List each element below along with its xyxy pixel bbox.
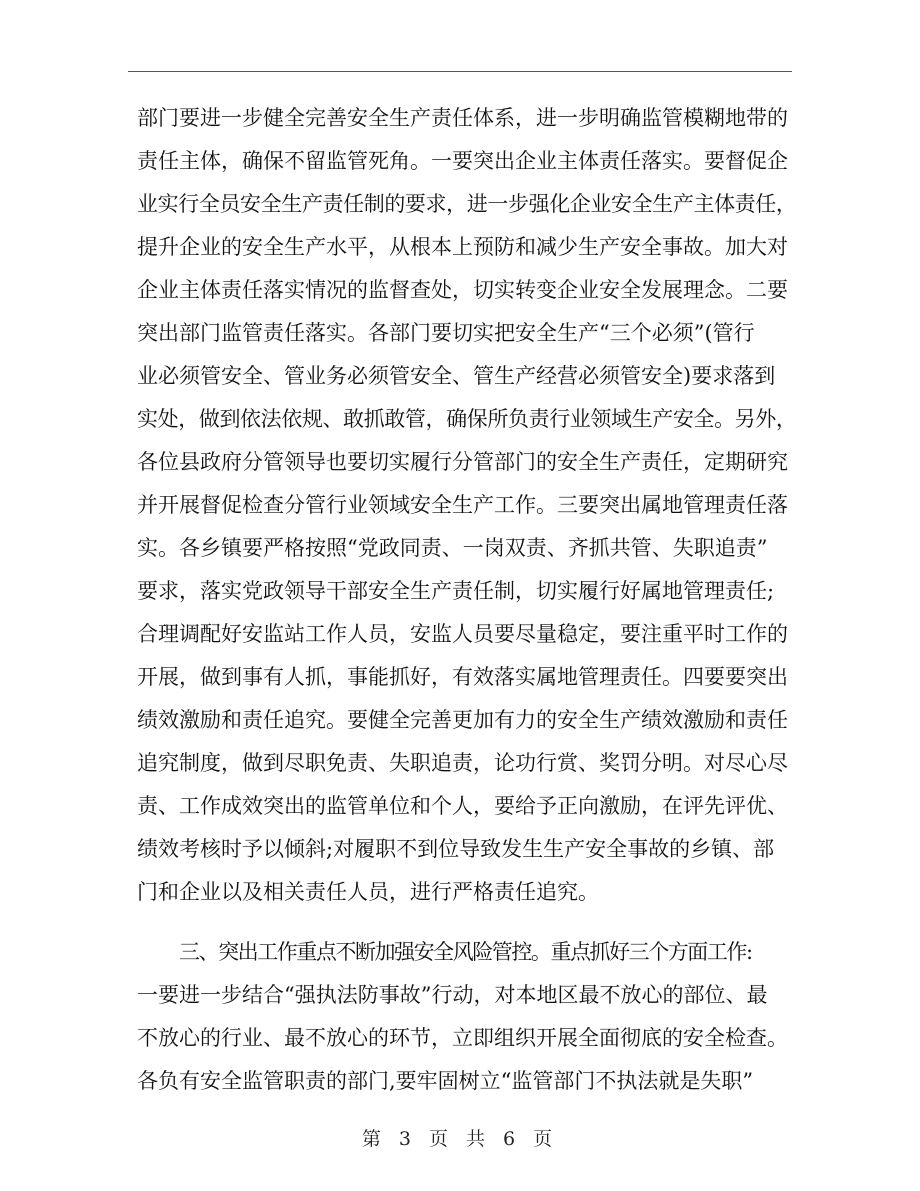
header-rule — [128, 71, 792, 72]
text-line: 要求，落实党政领导干部安全生产责任制，切实履行好属地管理责任; — [137, 579, 775, 603]
text-line: 并开展督促检查分管行业领域安全生产工作。三要突出属地管理责任落 — [137, 493, 788, 517]
text-line: 追究制度，做到尽职免责、失职追责，论功行赏、奖罚分明。对尽心尽 — [137, 751, 788, 775]
text-line: 绩效考核时予以倾斜;对履职不到位导致发生生产安全事故的乡镇、部 — [137, 837, 775, 861]
text-line: 绩效激励和责任追究。要健全完善更加有力的安全生产绩效激励和责任 — [137, 708, 788, 732]
text-line: 实处，做到依法依规、敢抓敢管，确保所负责行业领域生产安全。另外， — [137, 407, 797, 431]
text-line: 提升企业的安全生产水平，从根本上预防和减少生产安全事故。加大对 — [137, 235, 788, 259]
text-line: 部门要进一步健全完善安全生产责任体系，进一步明确监管模糊地带的 — [137, 106, 788, 130]
text-line: 责任主体，确保不留监管死角。一要突出企业主体责任落实。要督促企 — [137, 149, 788, 173]
paragraph-first-line: 三、突出工作重点不断加强安全风险管控。重点抓好三个方面工作: — [179, 940, 752, 964]
text-line: 企业主体责任落实情况的监督查处，切实转变企业安全发展理念。二要 — [137, 278, 788, 302]
text-line: 实。各乡镇要严格按照“党政同责、一岗双责、齐抓共管、失职追责” — [137, 536, 768, 560]
page-footer: 第 3 页 共 6 页 — [361, 1128, 559, 1150]
text-line: 各负有安全监管职责的部门,要牢固树立“监管部门不执法就是失职” — [137, 1069, 754, 1093]
text-line: 门和企业以及相关责任人员，进行严格责任追究。 — [137, 880, 599, 904]
text-line: 业必须管安全、管业务必须管安全、管生产经营必须管安全)要求落到 — [137, 364, 776, 388]
text-line: 责、工作成效突出的监管单位和个人，要给予正向激励，在评先评优、 — [137, 794, 788, 818]
text-line: 开展，做到事有人抓，事能抓好，有效落实属地管理责任。四要要突出 — [137, 665, 788, 689]
text-line: 业实行全员安全生产责任制的要求，进一步强化企业安全生产主体责任， — [137, 192, 797, 216]
text-line: 一要进一步结合“强执法防事故”行动，对本地区最不放心的部位、最 — [137, 983, 768, 1007]
text-line: 不放心的行业、最不放心的环节，立即组织开展全面彻底的安全检查。 — [137, 1026, 788, 1050]
text-line: 合理调配好安监站工作人员，安监人员要尽量稳定，要注重平时工作的 — [137, 622, 788, 646]
text-line: 突出部门监管责任落实。各部门要切实把安全生产“三个必须”(管行 — [137, 321, 755, 345]
text-line: 各位县政府分管领导也要切实履行分管部门的安全生产责任，定期研究 — [137, 450, 788, 474]
